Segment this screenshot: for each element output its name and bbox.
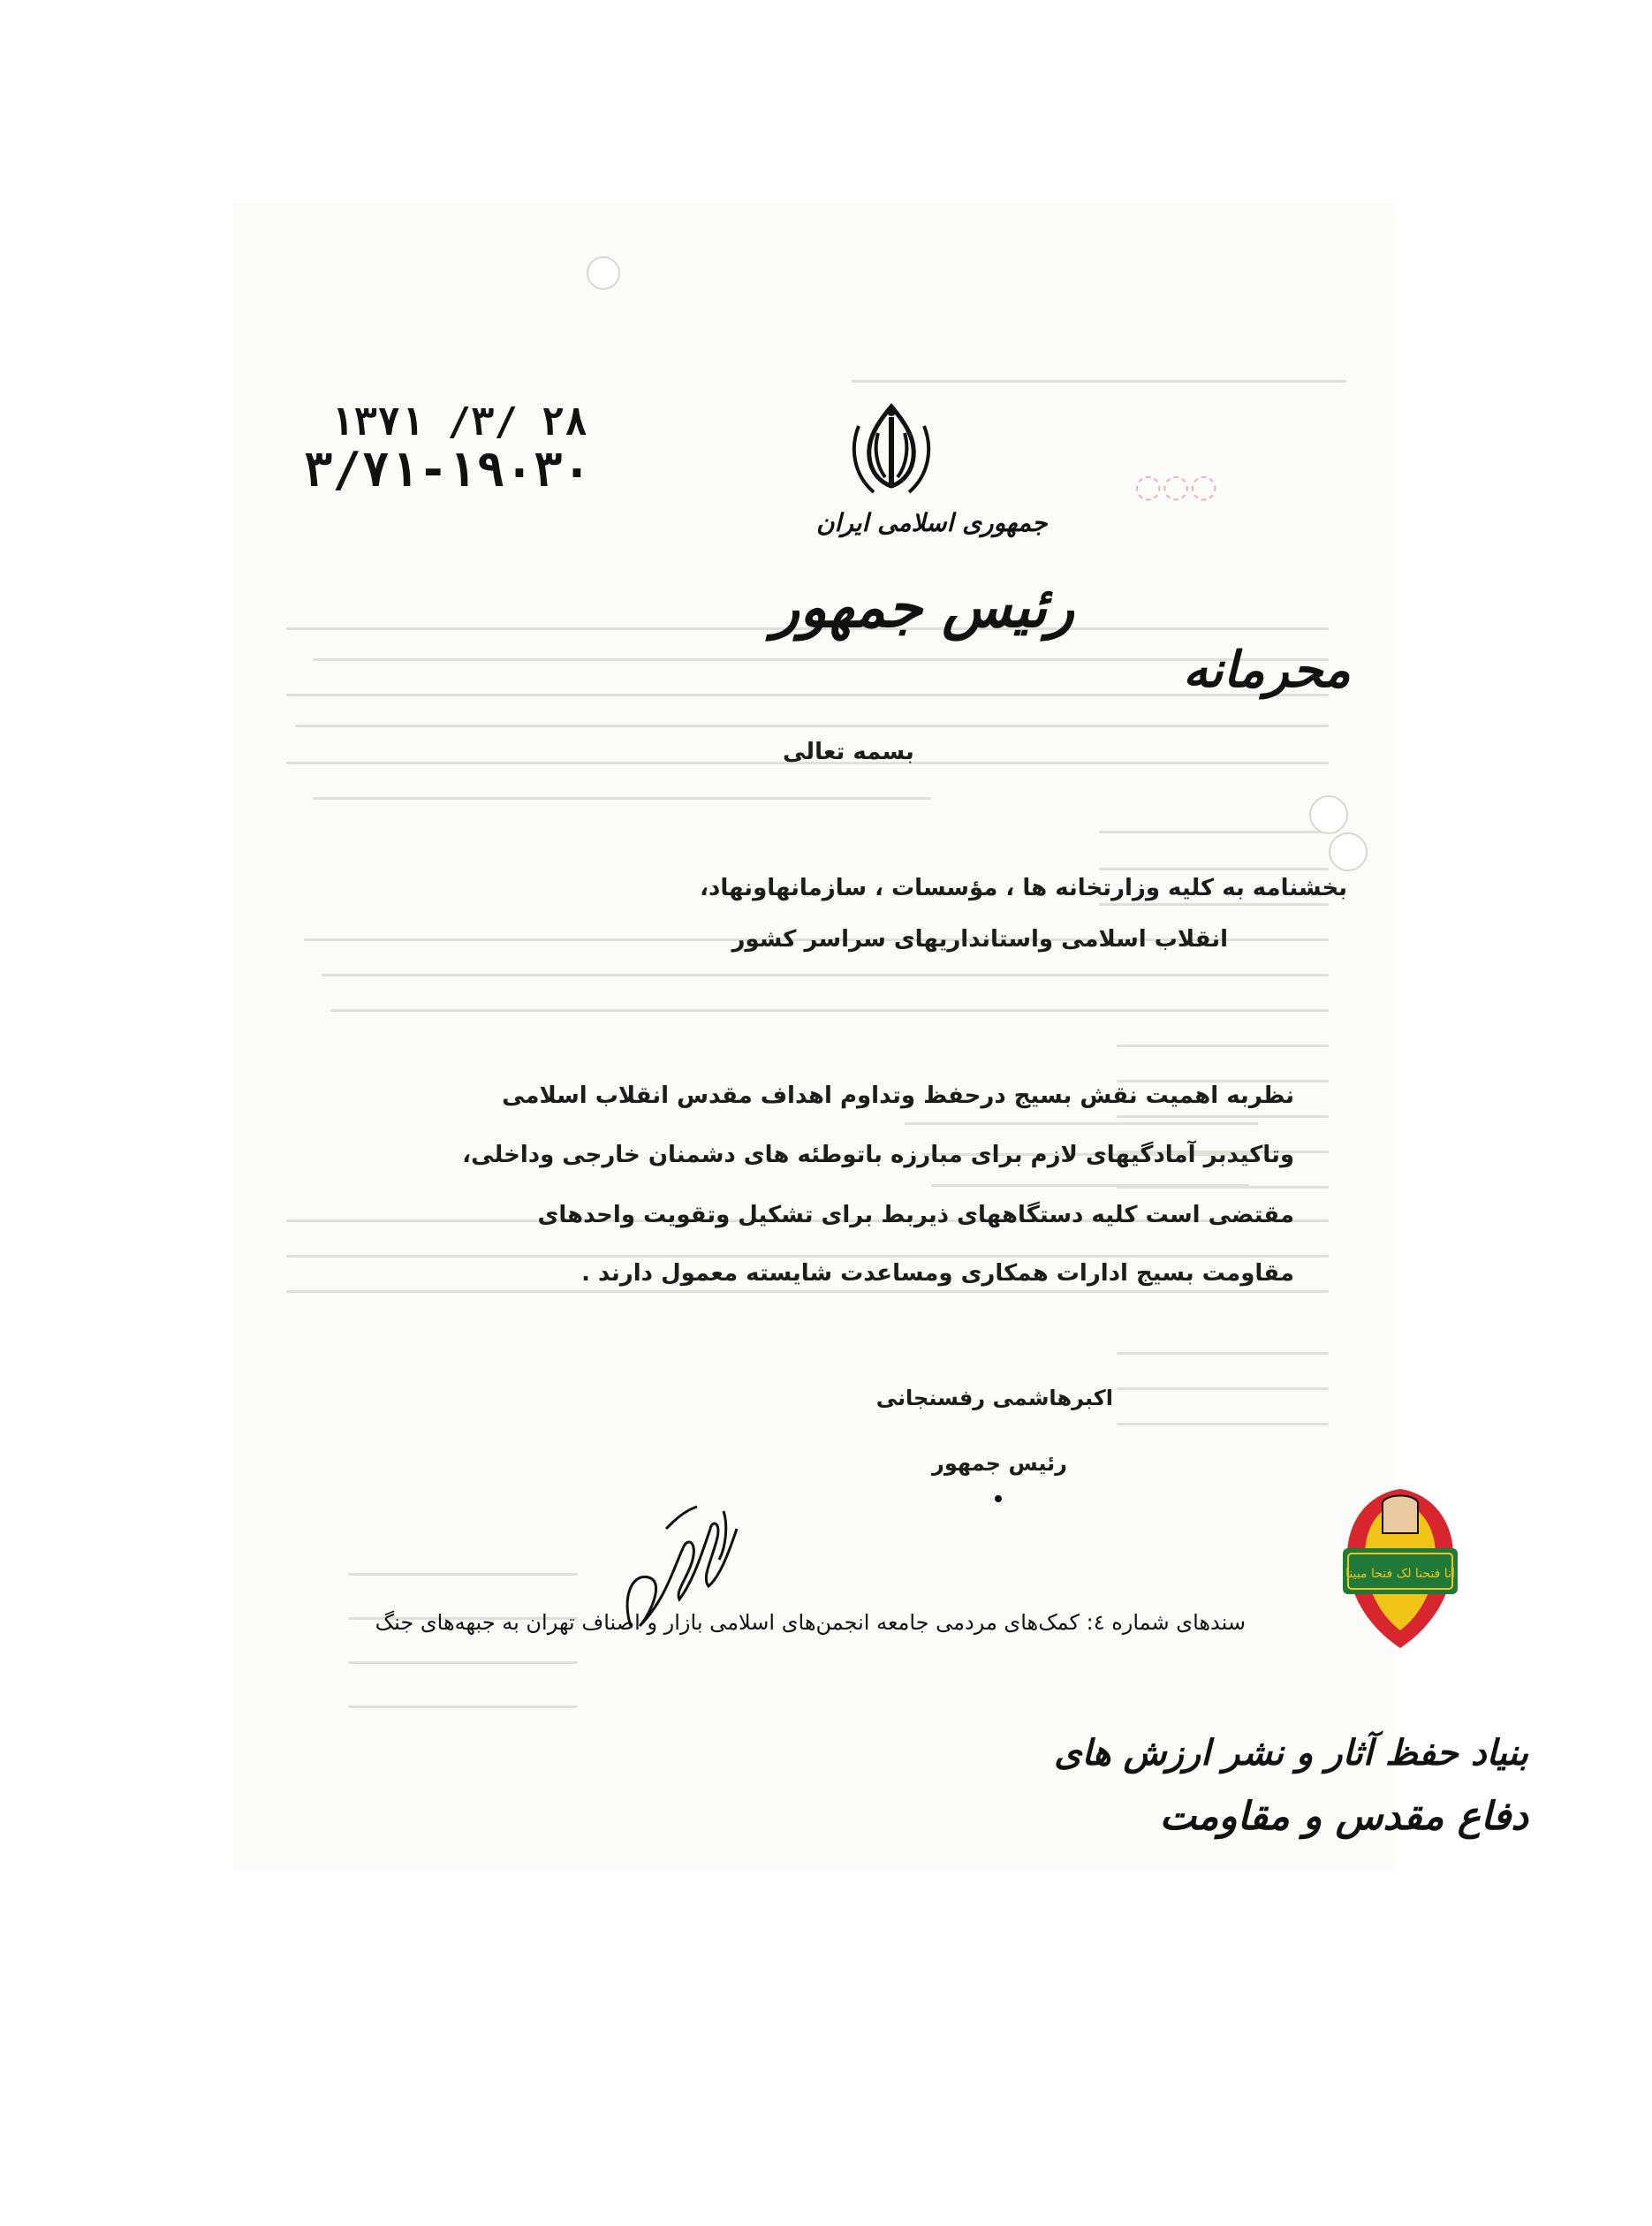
faded-stamp: ◌◌◌ [1134, 468, 1218, 505]
body-line: نظربه اهمیت نقش بسیج درحفظ وتداوم اهداف مقدس انقلاب اسلامی [502, 1083, 1294, 1109]
body-line: مقاومت بسیج ادارات همکاری ومساعدت شایسته معمول دارند . [581, 1260, 1294, 1287]
logo-line: بنیاد حفظ آثار و نشر ارزش های [1054, 1732, 1528, 1774]
signatory-name: اکبرهاشمی رفسنجانی [875, 1386, 1113, 1410]
logo-line: دفاع مقدس و مقاومت [1159, 1794, 1528, 1839]
punch-hole [1329, 832, 1368, 871]
iran-emblem-icon [843, 399, 940, 505]
punch-hole [1309, 795, 1348, 834]
classification: محرمانه [1183, 641, 1351, 699]
foundation-logo-icon [1334, 1485, 1466, 1652]
foundation-logo-text [1054, 1723, 1528, 1865]
letter-number: ۳/۷۱-۱۹۰۳۰ [304, 442, 592, 498]
signatory-title: رئیس جمهور [932, 1451, 1067, 1476]
body-line: مقتضی است کلیه دستگاههای ذیربط برای تشکیل وتقویت واحدهای [537, 1202, 1294, 1228]
invocation: بسمه تعالی [783, 739, 914, 765]
emblem-caption: جمهوری اسلامی ایران [816, 508, 1048, 537]
letter-date: ۱۳۷۱ /۳/ ۲۸ [330, 399, 588, 444]
ink-dot [995, 1495, 1002, 1502]
document-caption: سندهای شماره ٤: کمک‌های مردمی جامعه انجمن‌های اسلامی بازار و اصناف تهران به جبهه‌های جنگ [375, 1610, 1246, 1635]
office-title: رئیس جمهور [772, 574, 1074, 641]
recipient-line: انقلاب اسلامی واستانداریهای سراسر کشور [731, 926, 1228, 953]
recipient-line: بخشنامه به کلیه وزارتخانه ها ، مؤسسات ، سازمانهاونهاد، [700, 875, 1347, 901]
punch-hole [587, 256, 620, 290]
logo-emblem-text: انا فتحنا لک فتحا مبینا [1345, 1567, 1455, 1581]
body-line: وتاکیدبر آمادگیهای لازم برای مبارزه باتوطئه های دشمنان خارجی وداخلی، [462, 1142, 1294, 1168]
